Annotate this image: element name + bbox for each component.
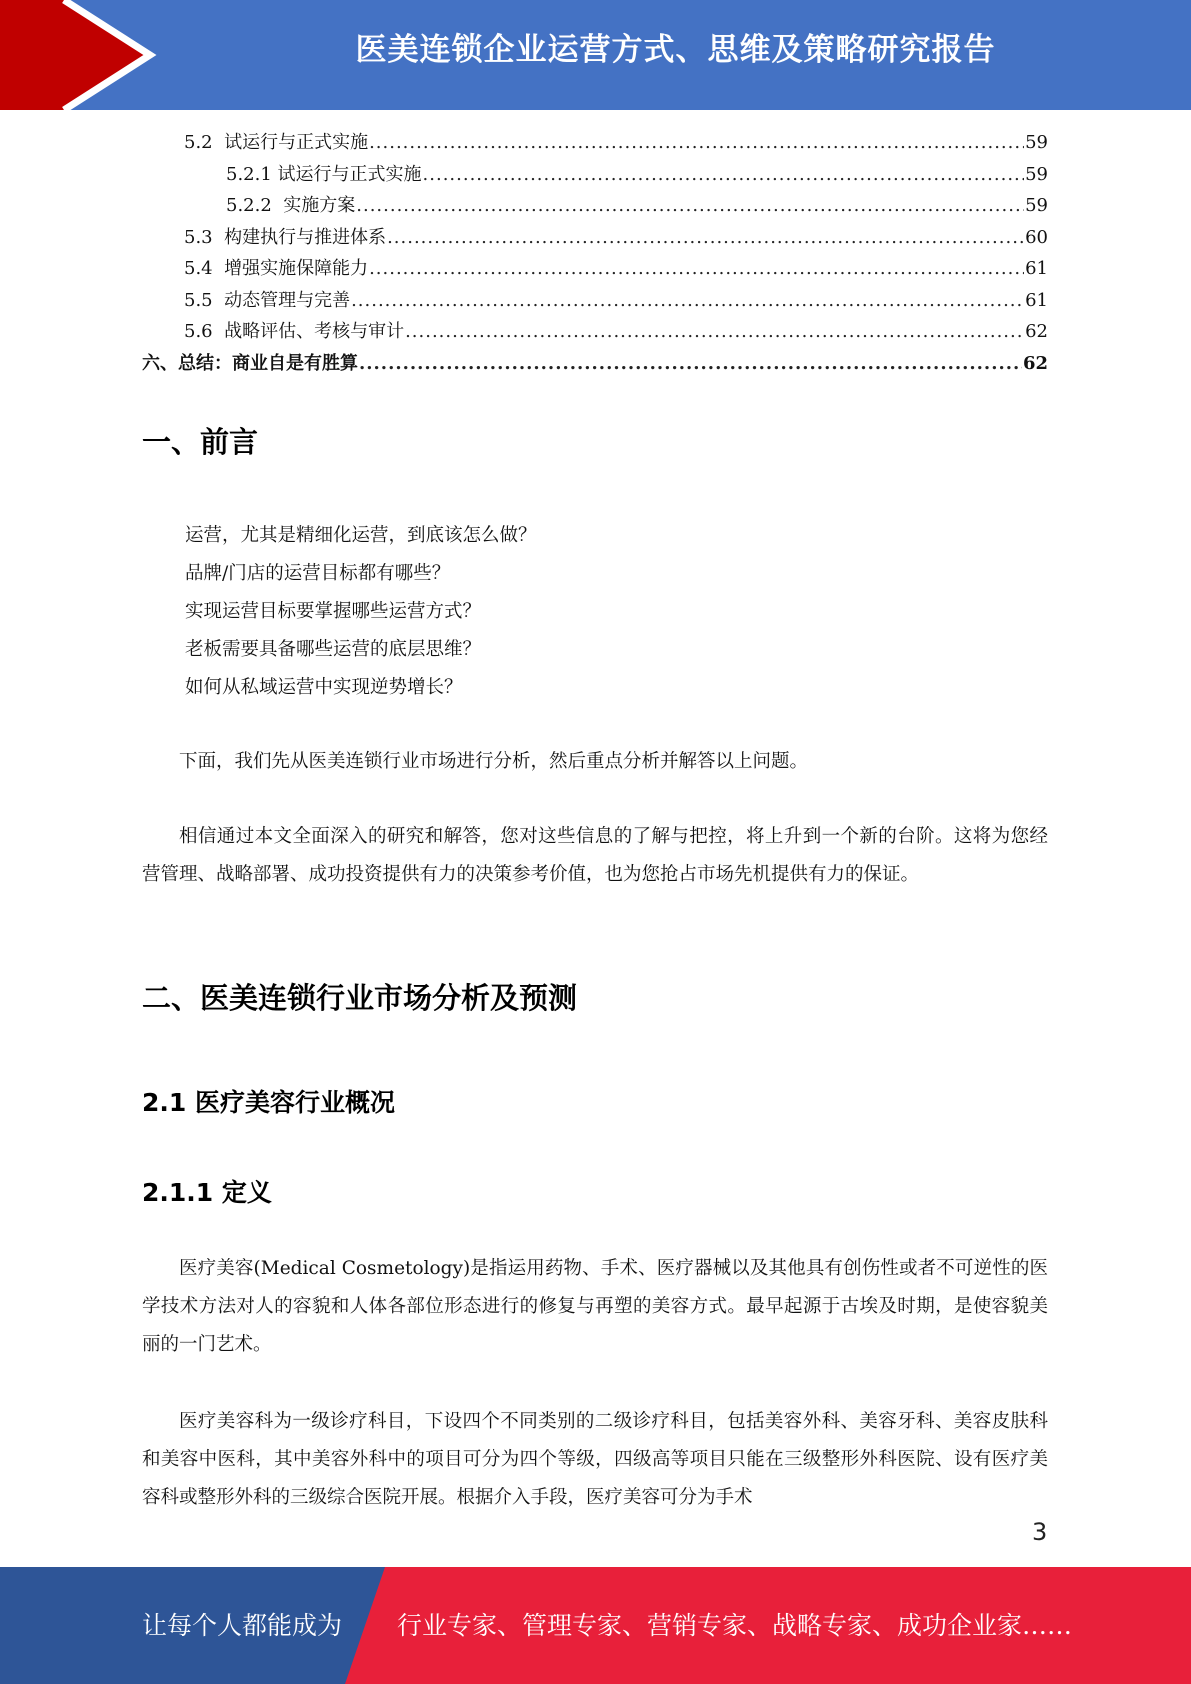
paragraph: 医疗美容科为一级诊疗科目，下设四个不同类别的二级诊疗科目，包括美容外科、美容牙科、美容皮肤科和美容中医科，其中美容外科中的项目可分为四个等级，四级高等项目只能在三级整形外科医院、设有医疗美容科或整形外科的三级综合医院开展。根据介入手段，医疗美容可分为手术 [142, 1411, 1048, 1508]
toc-entry-label: 六、总结：商业自是有胜算 [142, 352, 358, 374]
subsection-heading: 2.1.1 定义 [142, 1178, 272, 1207]
footer-slogan-right: 行业专家、管理专家、营销专家、战略专家、成功企业家…… [397, 1611, 1073, 1640]
toc-entry[interactable] [142, 349, 1048, 381]
toc-leader-dots [405, 321, 1024, 342]
page-number: 3 [1032, 1518, 1048, 1546]
paragraph: 下面，我们先从医美连锁行业市场进行分析，然后重点分析并解答以上问题。 [179, 751, 809, 772]
toc-entry[interactable] [142, 160, 1048, 192]
section-heading-market-analysis: 二、医美连锁行业市场分析及预测 [142, 981, 578, 1015]
toc-leader-dots [351, 290, 1024, 311]
toc-entry[interactable] [142, 128, 1048, 160]
toc-entry[interactable] [142, 223, 1048, 255]
toc-entry[interactable] [142, 286, 1048, 318]
paragraph: 医疗美容(Medical Cosmetology)是指运用药物、手术、医疗器械以及其他具有创伤性或者不可逆性的医学技术方法对人的容貌和人体各部位形态进行的修复与再塑的美容方式。最早起源于古埃及时期，是使容貌美丽的一门艺术。 [142, 1258, 1048, 1355]
report-title: 医美连锁企业运营方式、思维及策略研究报告 [355, 32, 996, 68]
toc-entry-label: 5.2.1 试运行与正式实施 [226, 163, 422, 185]
toc-leader-dots [359, 353, 1022, 374]
toc-entry-page: 59 [1025, 163, 1048, 185]
toc-entry-page: 61 [1025, 258, 1048, 279]
toc-entry[interactable] [142, 317, 1048, 349]
subsection-heading: 2.1 医疗美容行业概况 [142, 1088, 395, 1117]
question-line: 运营，尤其是精细化运营，到底该怎么做？ [185, 525, 537, 546]
section-heading-preface: 一、前言 [142, 425, 259, 459]
toc-entry-label: 5.2 试运行与正式实施 [184, 132, 369, 153]
question-line: 老板需要具备哪些运营的底层思维？ [185, 639, 482, 660]
toc-entry-page: 60 [1025, 226, 1048, 248]
toc-entry-label: 5.4 增强实施保障能力 [184, 258, 369, 279]
footer-slogan-left: 让每个人都能成为 [142, 1611, 343, 1640]
toc-leader-dots [423, 164, 1025, 185]
toc-leader-dots [387, 227, 1024, 248]
paragraph: 相信通过本文全面深入的研究和解答，您对这些信息的了解与把控，将上升到一个新的台阶。这将为您经营管理、战略部署、成功投资提供有力的决策参考价值，也为您抢占市场先机提供有力的保证。 [142, 826, 1048, 885]
toc-leader-dots [356, 195, 1024, 216]
table-of-contents [142, 128, 1048, 380]
question-line: 品牌/门店的运营目标都有哪些？ [185, 563, 451, 584]
toc-entry-page: 62 [1025, 321, 1048, 342]
toc-entry-page: 59 [1025, 195, 1048, 216]
toc-entry-page: 62 [1022, 352, 1048, 374]
toc-entry-page: 59 [1025, 132, 1048, 153]
toc-entry-label: 5.5 动态管理与完善 [184, 289, 351, 311]
toc-entry[interactable] [142, 191, 1048, 223]
toc-entry-label: 5.2.2 实施方案 [226, 195, 356, 216]
toc-leader-dots [369, 132, 1024, 153]
question-line: 如何从私域运营中实现逆势增长？ [185, 677, 463, 698]
toc-entry-label: 5.6 战略评估、考核与审计 [184, 321, 405, 342]
toc-leader-dots [369, 258, 1024, 279]
page-footer [0, 1567, 1191, 1684]
toc-entry-page: 61 [1025, 289, 1048, 311]
page-header [0, 0, 1191, 110]
toc-entry-label: 5.3 构建执行与推进体系 [184, 226, 387, 248]
question-line: 实现运营目标要掌握哪些运营方式？ [185, 601, 482, 622]
toc-entry[interactable] [142, 254, 1048, 286]
